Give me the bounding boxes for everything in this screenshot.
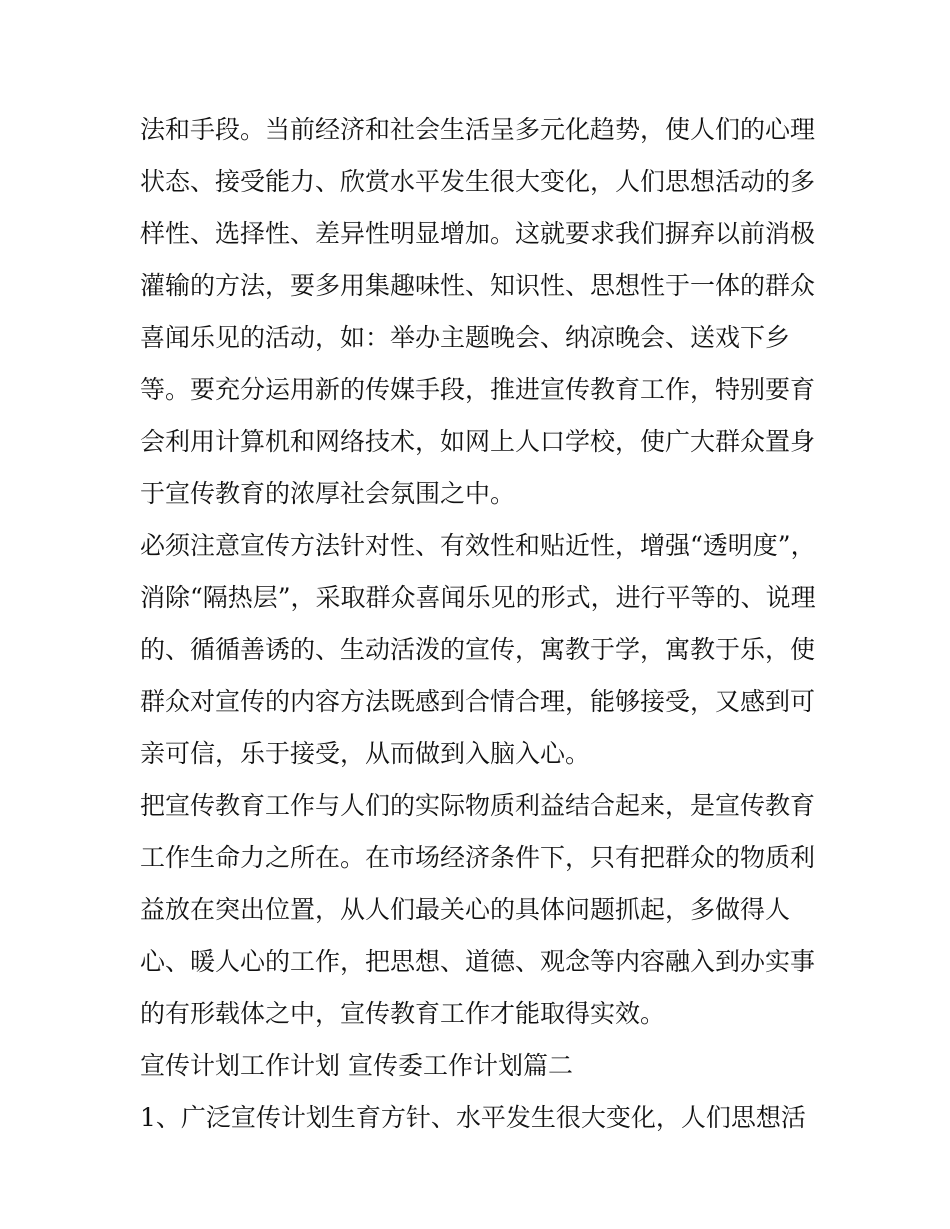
text-line: 1、广泛宣传计划生育方针、水平发生很大变化，人们思想活: [140, 1103, 806, 1132]
text-line: 的有形载体之中，宣传教育工作才能取得实效。: [140, 999, 666, 1028]
text-line: 样性、选择性、差异性明显增加。这就要求我们摒弃以前消极: [140, 219, 816, 248]
text-line: 工作生命力之所在。在市场经济条件下，只有把群众的物质利: [140, 843, 816, 872]
text-line: 于宣传教育的浓厚社会氛围之中。: [140, 479, 516, 508]
text-line: 法和手段。当前经济和社会生活呈多元化趋势，使人们的心理: [140, 115, 816, 144]
text-line: 心、暖人心的工作，把思想、道德、观念等内容融入到办实事: [140, 947, 816, 976]
text-line: 把宣传教育工作与人们的实际物质利益结合起来，是宣传教育: [140, 791, 816, 820]
text-line: 会利用计算机和网络技术，如网上人口学校，使广大群众置身: [140, 427, 816, 456]
document-body: [140, 104, 830, 1144]
text-line: 的、循循善诱的、生动活泼的宣传，寓教于学，寓教于乐，使: [140, 635, 816, 664]
text-line: 益放在突出位置，从人们最关心的具体问题抓起，多做得人: [140, 895, 791, 924]
text-line: 灌输的方法，要多用集趣味性、知识性、思想性于一体的群众: [140, 271, 816, 300]
text-line: 群众对宣传的内容方法既感到合情合理，能够接受，又感到可: [140, 687, 816, 716]
text-line: 状态、接受能力、欣赏水平发生很大变化，人们思想活动的多: [140, 167, 816, 196]
text-line: 喜闻乐见的活动，如：举办主题晚会、纳凉晚会、送戏下乡: [140, 323, 791, 352]
text-line: 等。要充分运用新的传媒手段，推进宣传教育工作，特别要育: [140, 375, 816, 404]
section-heading: 宣传计划工作计划 宣传委工作计划篇二: [140, 1051, 573, 1080]
text-line: 亲可信，乐于接受，从而做到入脑入心。: [140, 739, 591, 768]
text-line: 必须注意宣传方法针对性、有效性和贴近性，增强“透明度”，: [140, 531, 816, 560]
text-line: 消除“隔热层”，采取群众喜闻乐见的形式，进行平等的、说理: [140, 583, 816, 612]
